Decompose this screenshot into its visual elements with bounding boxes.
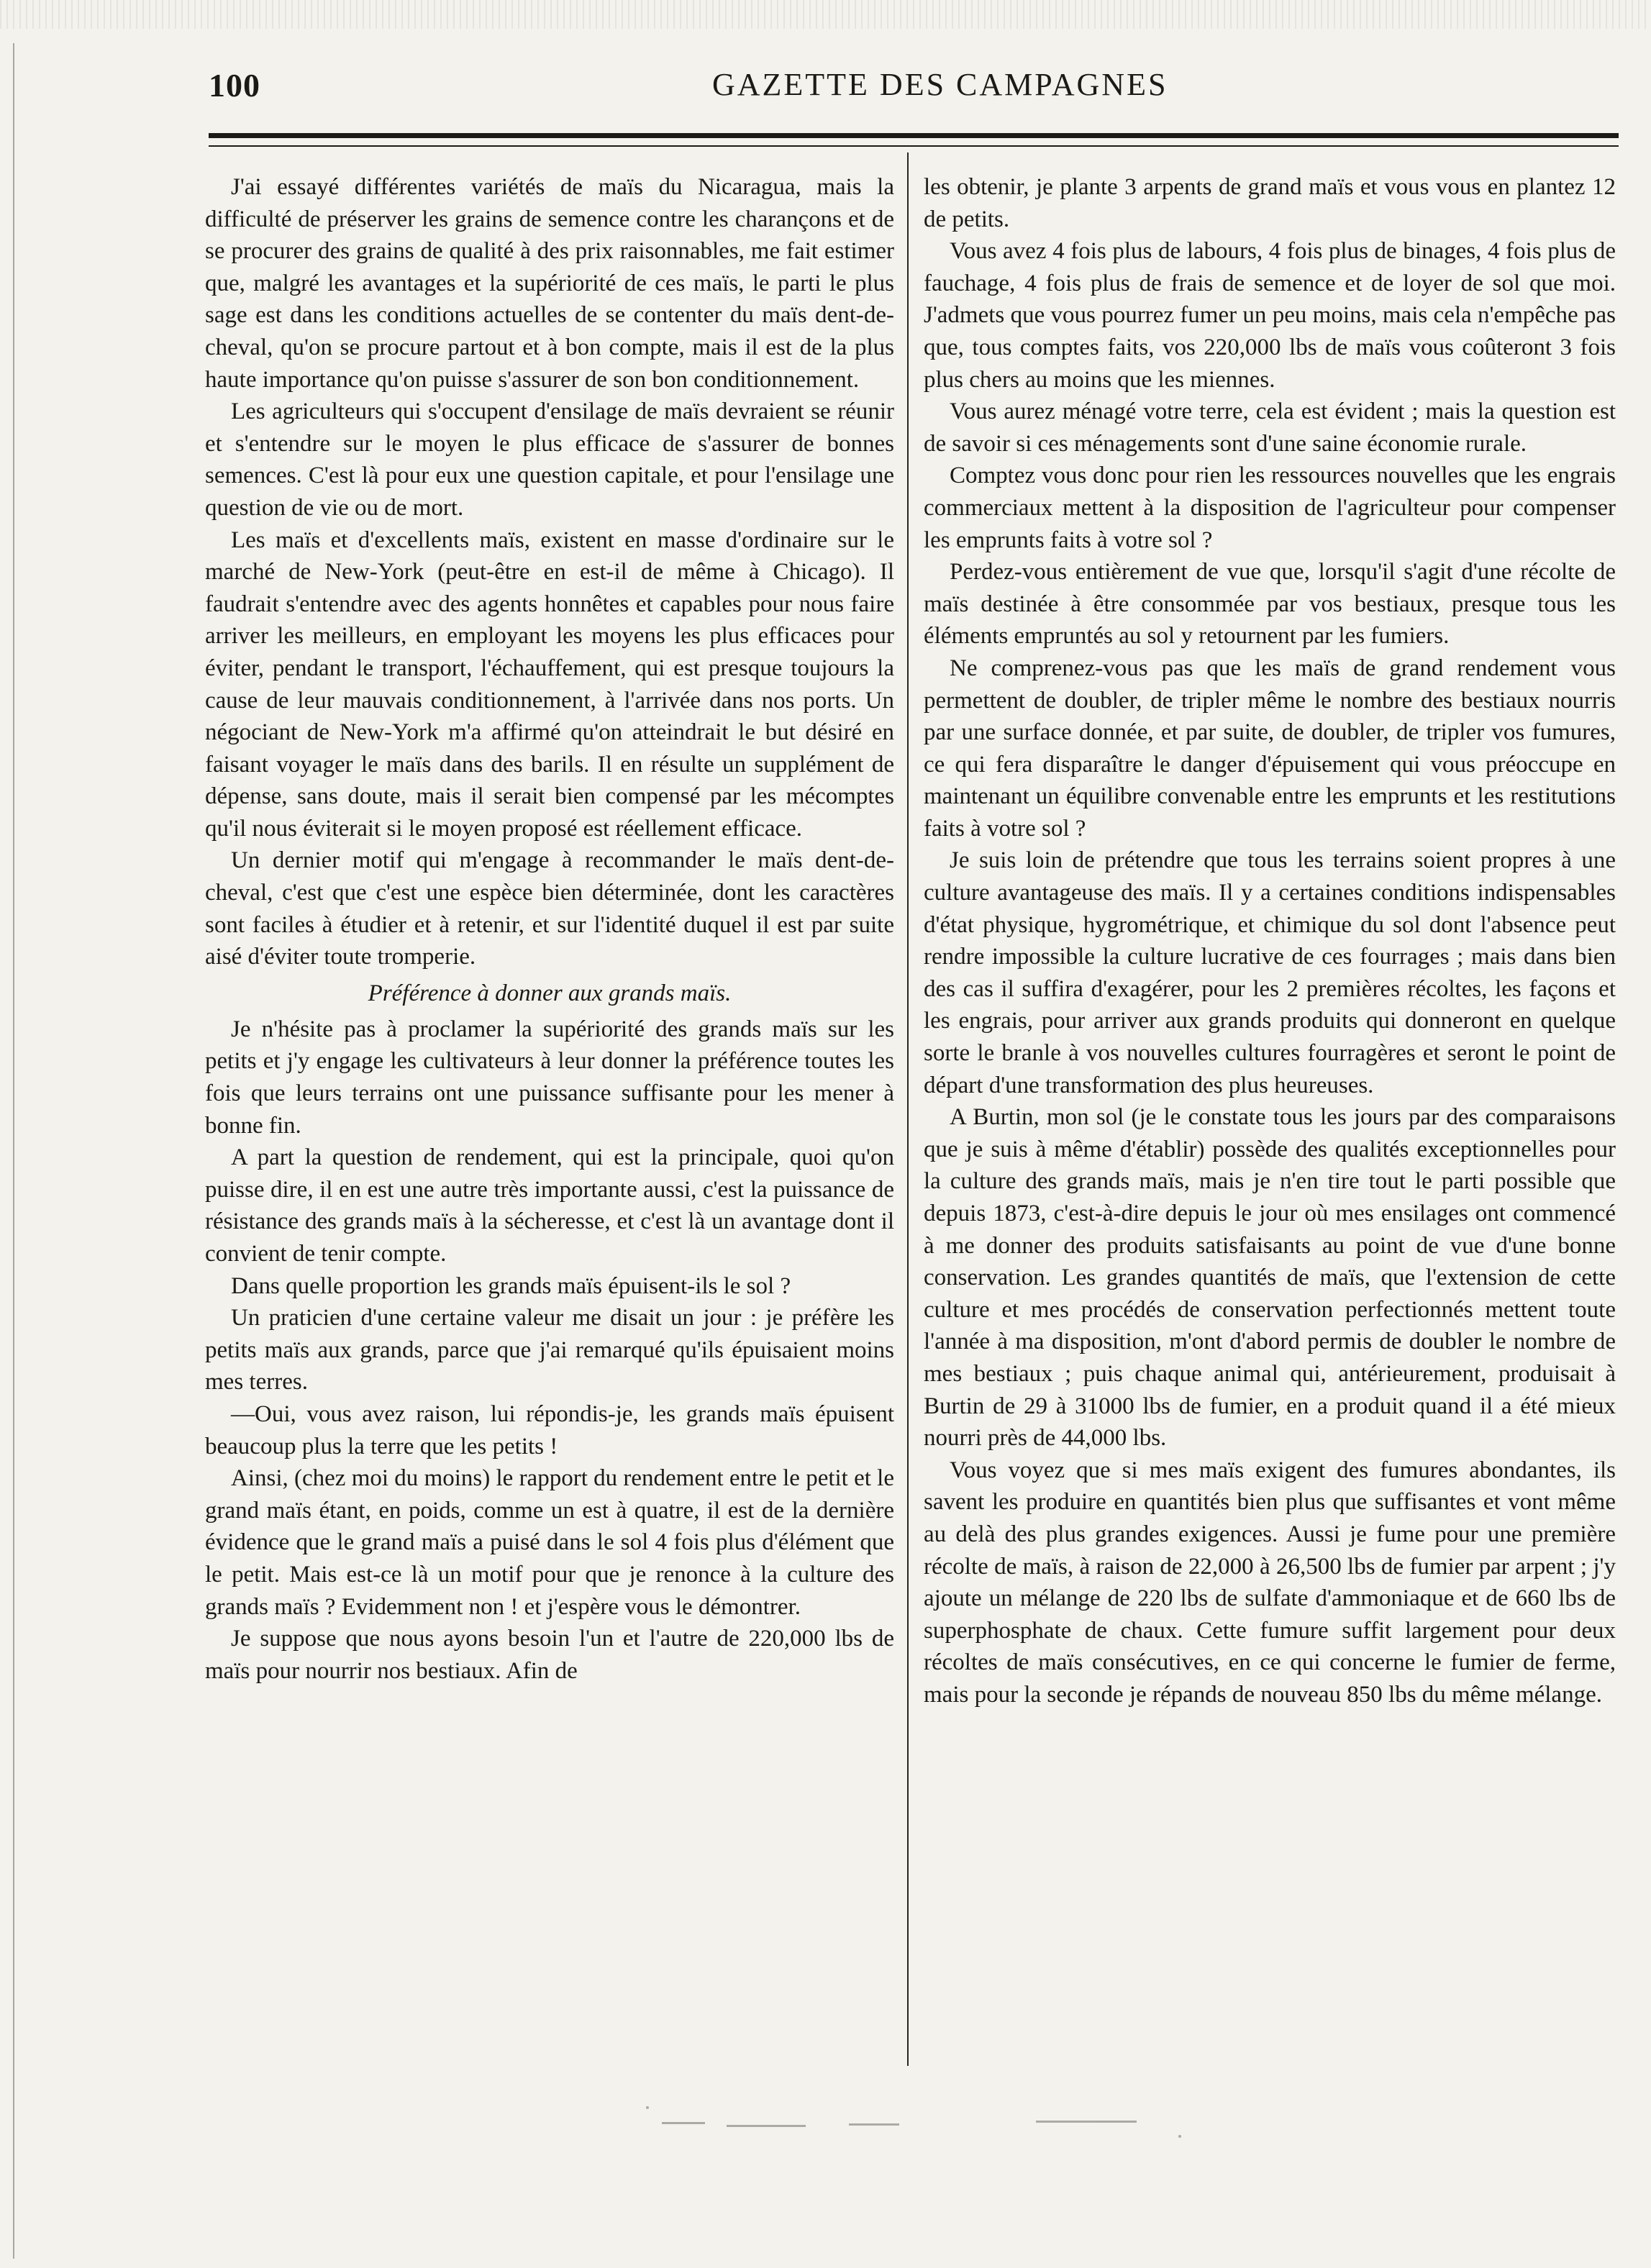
left-column-paragraphs-after xyxy=(205,1014,894,1687)
paragraph: Un dernier motif qui m'engage à recommander le maïs dent-de-cheval, c'est que c'est une espèce bien déterminée, dont les caractères sont faciles à étudier et à retenir, et sur l'identité duquel il est par suite aisé d'éviter toute tromperie. xyxy=(205,847,894,970)
paragraph: Je suppose que nous ayons besoin l'un et l'autre de 220,000 lbs de maïs pour nourrir nos bestiaux. Afin de xyxy=(205,1626,894,1684)
paragraph: Un praticien d'une certaine valeur me disait un jour : je préfère les petits maïs aux grands, parce que j'ai remarqué qu'ils épuisaient moins mes terres. xyxy=(205,1305,894,1395)
left-column-paragraphs xyxy=(205,171,894,973)
paragraph: A part la question de rendement, qui est la principale, quoi qu'on puisse dire, il en est une autre très importante aussi, c'est la puissance de résistance des grands maïs à la sécheresse, et c'est là un avantage dont il convient de tenir compte. xyxy=(205,1144,894,1267)
column-divider xyxy=(907,152,909,2066)
running-title: GAZETTE DES CAMPAGNES xyxy=(712,67,1168,102)
paragraph: Vous avez 4 fois plus de labours, 4 fois plus de binages, 4 fois plus de fauchage, 4 fois plus de frais de semence et de loyer de sol que moi. J'admets que vous pourrez fumer un peu moins, mais cela n'empêche pas que, tous comptes faits, vos 220,000 lbs de maïs vous coûteront 3 fois plus chers au moins que les miennes. xyxy=(924,238,1616,393)
paragraph: Les agriculteurs qui s'occupent d'ensilage de maïs devraient se réunir et s'entendre sur le moyen le plus efficace de s'assurer de bonnes semences. C'est là pour eux une question capitale, et pour l'ensilage une question de vie ou de mort. xyxy=(205,399,894,521)
paragraph: Je suis loin de prétendre que tous les terrains soient propres à une culture avantageuse des maïs. Il y a certaines conditions indispensables d'état physique, hygrométrique, et chimique du sol dont l'absence peut rendre impossible la culture lucrative de ces fourrages ; mais dans bien des cas il suffira d'exagérer, pour les 2 premières récoltes, les façons et les engrais, pour arriver aux grands produits qui donneront en quelque sorte le branle à vos nouvelles cultures fourragères et seront le point de départ d'une transformation des plus heureuses. xyxy=(924,847,1616,1098)
right-column xyxy=(924,171,1616,1711)
header-rule-thick xyxy=(209,133,1619,138)
paragraph: Ainsi, (chez moi du moins) le rapport du rendement entre le petit et le grand maïs étant, en poids, comme un est à quatre, il est de la dernière évidence que le grand maïs a puisé dans le sol 4 fois plus d'élément que le petit. Mais est-ce là un motif pour que je renonce à la culture des grands maïs ? Evidemment non ! et j'espère vous le démontrer. xyxy=(205,1465,894,1620)
section-heading: Préférence à donner aux grands maïs. xyxy=(368,980,732,1006)
paragraph: Les maïs et d'excellents maïs, existent en masse d'ordinaire sur le marché de New-York (peut-être en est-il de même à Chicago). Il faudrait s'entendre avec des agents honnêtes et capables pour nous faire arriver les meilleurs, en employant les moyens les plus efficaces pour éviter, pendant le transport, l'échauffement, qui est presque toujours la cause de leur mauvais conditionnement, à l'arrivée dans nos ports. Un négociant de New-York m'a affirmé qu'on atteindrait le but désiré en faisant voyager le maïs dans des barils. Il en résulte un supplément de dépense, sans doute, mais il serait bien compensé par les mécomptes qu'il nous éviterait si le moyen proposé est réellement efficace. xyxy=(205,527,894,842)
scan-noise-top xyxy=(0,0,1651,29)
paragraph: Ne comprenez-vous pas que les maïs de grand rendement vous permettent de doubler, de tripler même le nombre des bestiaux nourris par une surface donnée, et par suite, de doubler, de tripler vos fumures, ce qui fera disparaître le danger d'épuisement qui vous préoccupe en maintenant un équilibre convenable entre les emprunts et les restitutions faits à votre sol ? xyxy=(924,655,1616,842)
paragraph: —Oui, vous avez raison, lui répondis-je, les grands maïs épuisent beaucoup plus la terre que les petits ! xyxy=(205,1401,894,1459)
paragraph: Vous aurez ménagé votre terre, cela est évident ; mais la question est de savoir si ces ménagements sont d'une saine économie rurale. xyxy=(924,399,1616,457)
left-column xyxy=(205,171,894,1687)
paragraph: Je n'hésite pas à proclamer la supériorité des grands maïs sur les petits et j'y engage les cultivateurs à leur donner la préférence toutes les fois que leurs terrains ont une puissance suffisante pour les mener à bonne fin. xyxy=(205,1016,894,1139)
paragraph: Vous voyez que si mes maïs exigent des fumures abondantes, ils savent les produire en quantités bien plus que suffisantes et vont même au delà des plus grandes exigences. Aussi je fume pour une première récolte de maïs, à raison de 22,000 à 26,500 lbs de fumier par arpent ; j'y ajoute un mélange de 220 lbs de sulfate d'ammoniaque et de 660 lbs de superphosphate de chaux. Cette fumure suffit largement pour deux récoltes de maïs consécutives, en ce qui concerne le fumier de ferme, mais pour la seconde je répands de nouveau 850 lbs du même mélange. xyxy=(924,1457,1616,1708)
header-rule-thin xyxy=(209,145,1619,147)
paragraph: A Burtin, mon sol (je le constate tous les jours par des comparaisons que je suis à même d'établir) possède des qualités exceptionnelles pour la culture des grands maïs, mais je n'en tire tout le parti possible que depuis 1873, c'est-à-dire depuis le jour où mes ensilages ont commencé à me donner des produits satisfaisants au point de vue d'une bonne conservation. Les grandes quantités de maïs, que l'extension de cette culture et mes procédés de conservation perfectionnés mettent toute l'année à ma disposition, m'ont d'abord permis de doubler le nombre de mes bestiaux ; puis chaque animal qui, antérieurement, produisait à Burtin de 29 à 31000 lbs de fumier, en a produit quand il a été mieux nourri près de 44,000 lbs. xyxy=(924,1104,1616,1452)
page-edge-line xyxy=(13,43,14,2259)
paragraph: J'ai essayé différentes variétés de maïs du Nicaragua, mais la difficulté de préserver les grains de semence contre les charançons et de se procurer des grains de qualité à des prix raisonnables, me fait estimer que, malgré les avantages et la supériorité de ces maïs, le parti le plus sage est dans les conditions actuelles de se contenter du maïs dent-de-cheval, qu'on se procure partout et à bon compte, mais il est de la plus haute importance qu'on puisse s'assurer de son bon conditionnement. xyxy=(205,174,894,393)
paragraph: Perdez-vous entièrement de vue que, lorsqu'il s'agit d'une récolte de maïs destinée à être consommée par vos bestiaux, presque tous les éléments empruntés au sol y retournent par les fumiers. xyxy=(924,559,1616,650)
paragraph: Comptez vous donc pour rien les ressources nouvelles que les engrais commerciaux mettent à la disposition de l'agriculteur pour compenser les emprunts faits à votre sol ? xyxy=(924,463,1616,553)
paragraph: Dans quelle proportion les grands maïs épuisent-ils le sol ? xyxy=(231,1272,791,1299)
page-number: 100 xyxy=(209,67,260,104)
page-header xyxy=(209,66,1619,109)
paragraph: les obtenir, je plante 3 arpents de grand maïs et vous vous en plantez 12 de petits. xyxy=(924,174,1616,232)
scan-specks xyxy=(633,2093,1281,2165)
